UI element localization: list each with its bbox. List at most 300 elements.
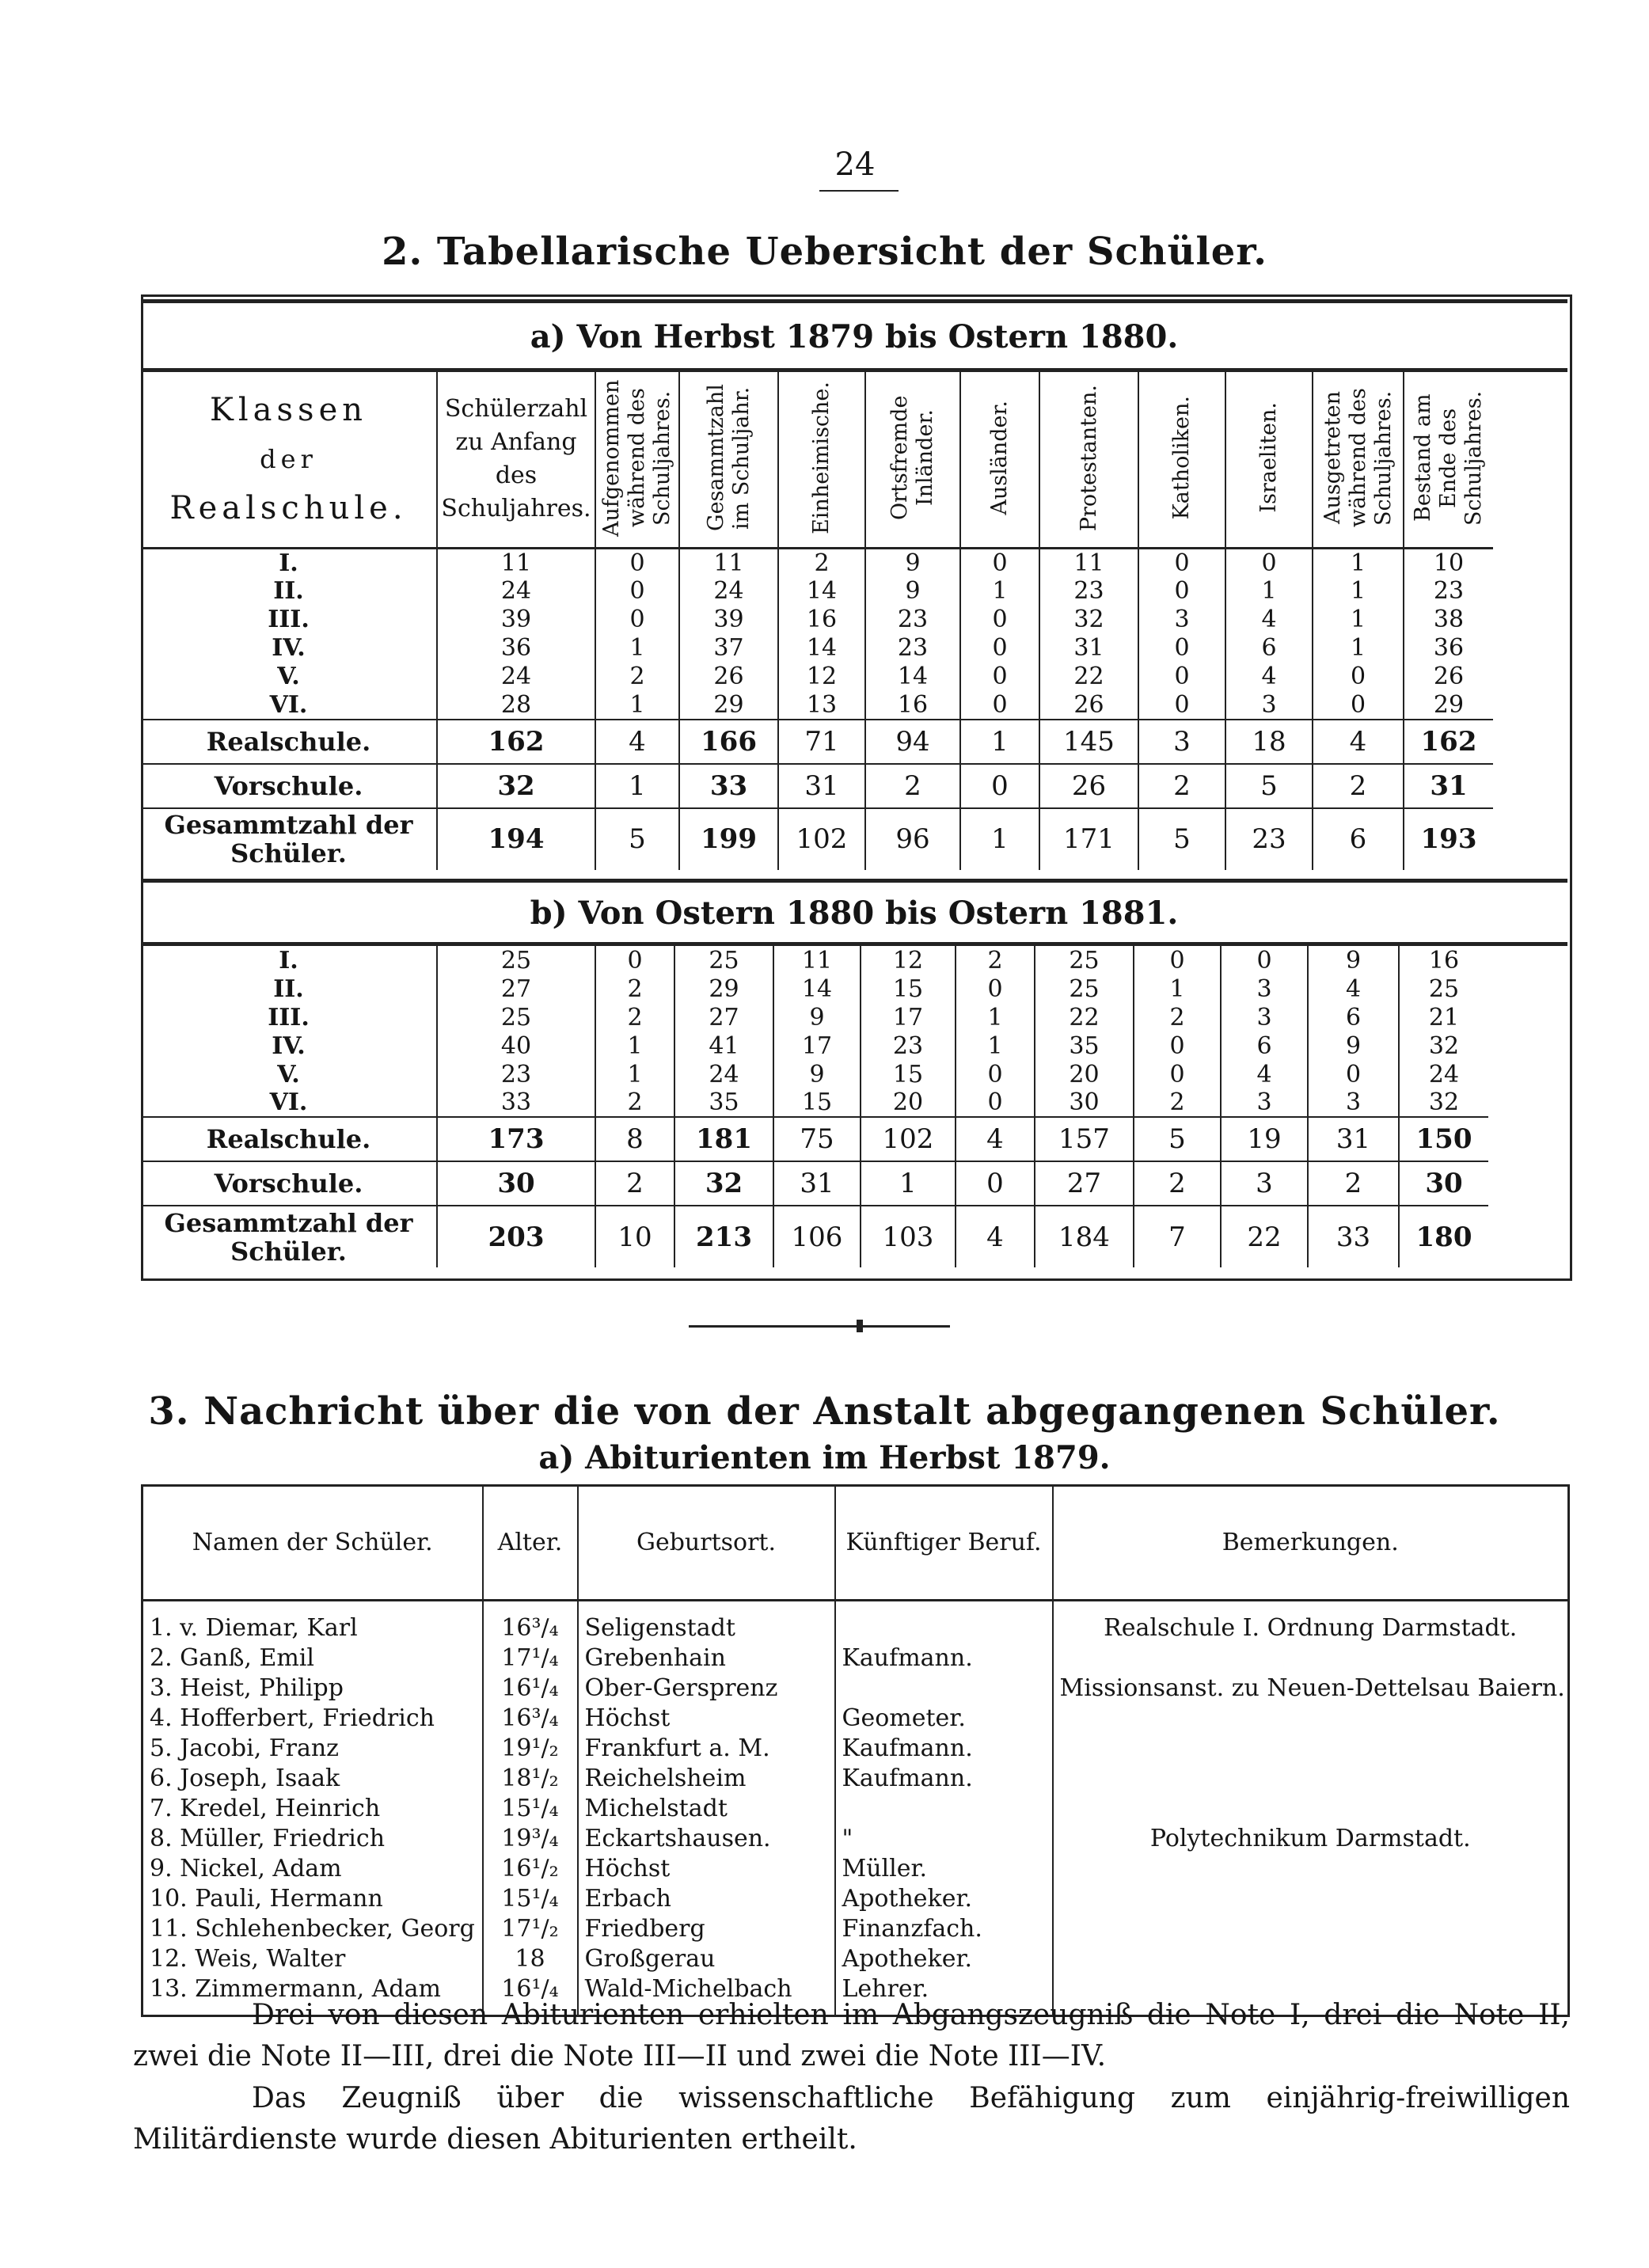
cell: 15 (773, 1088, 861, 1117)
total-cell: 10 (595, 1206, 674, 1267)
total-cell: 30 (1399, 1161, 1488, 1206)
section2-title: 2. Tabellarische Uebersicht der Schüler. (382, 230, 1267, 274)
cell: 16 (778, 606, 865, 634)
cell: 1 (1313, 634, 1404, 663)
abit-header-bemerkungen: Bemerkungen. (1053, 1486, 1569, 1601)
abit-row (142, 1763, 1569, 1793)
abit-name: 4. Hofferbert, Friedrich (142, 1703, 483, 1733)
abit-name: 12. Weis, Walter (142, 1943, 483, 1974)
abiturienten-table (141, 1484, 1570, 2017)
total-cell: 2 (595, 1161, 674, 1206)
class-label: III. (141, 606, 437, 634)
abit-bem (1053, 1853, 1569, 1883)
abit-ort: Michelstadt (578, 1793, 835, 1823)
cell: 11 (679, 548, 778, 577)
abit-alter: 16¹/₄ (483, 1974, 578, 2016)
abit-name: 3. Heist, Philipp (142, 1673, 483, 1703)
total-cell: 5 (1225, 764, 1313, 808)
abit-ort: Erbach (578, 1883, 835, 1913)
part_a-row (141, 634, 1493, 663)
cell: 38 (1433, 606, 1465, 633)
part-b-title: b) Von Ostern 1880 bis Ostern 1881. (530, 895, 1179, 932)
cell: 0 (960, 634, 1039, 663)
part-a-body (141, 548, 1493, 870)
part-b-top-rule (141, 879, 1567, 883)
total-cell: 2 (1138, 764, 1225, 808)
header-ortsfremde: Ortsfremde Inländer. (865, 372, 960, 548)
cell: 0 (1138, 577, 1225, 606)
abit-beruf (835, 1793, 1053, 1823)
cell: 24 (1428, 1060, 1460, 1088)
section-divider (689, 1325, 950, 1328)
cell: 24 (437, 577, 595, 606)
abit-ort: Frankfurt a. M. (578, 1733, 835, 1763)
cell: 1 (595, 691, 679, 720)
total-label: Vorschule. (141, 764, 437, 808)
header-aufgenommen: Aufgenommen während des Schuljahres. (595, 372, 679, 548)
abit-bem: Realschule I. Ordnung Darmstadt. (1104, 1613, 1518, 1642)
total-cell: 180 (1399, 1206, 1488, 1267)
cell: 25 (1035, 974, 1134, 1003)
total-cell: 2 (1134, 1161, 1221, 1206)
abit-beruf: Müller. (835, 1853, 1053, 1883)
paragraph-notes: Drei von diesen Abiturienten erhielten im Abgangszeugniß die Note I, drei die Note II, zwei die Note II—III, drei die Note III—II und zwei die Note III—IV. (133, 1999, 1570, 2072)
cell: 41 (674, 1031, 773, 1060)
cell: 31 (1039, 634, 1138, 663)
abit-alter: 19³/₄ (483, 1823, 578, 1853)
class-label: II. (141, 577, 437, 606)
abit-bem (1053, 1703, 1569, 1733)
total-cell: 4 (1313, 720, 1404, 764)
cell: 0 (1313, 663, 1404, 691)
part_b-row (141, 946, 1488, 974)
header-einheimische: Einheimische. (778, 372, 865, 548)
total-cell: 31 (778, 764, 865, 808)
total-cell: 3 (1138, 720, 1225, 764)
total-cell: 166 (679, 720, 778, 764)
cell: 29 (674, 974, 773, 1003)
abit-bem (1053, 1763, 1569, 1793)
class-label: VI. (141, 691, 437, 720)
total-cell: 4 (956, 1206, 1035, 1267)
abit-bem (1053, 1913, 1569, 1943)
abit-alter: 16³/₄ (483, 1601, 578, 1643)
cell: 23 (1039, 577, 1138, 606)
total-cell: 18 (1225, 720, 1313, 764)
part_b-total-row (141, 1117, 1488, 1161)
class-label: VI. (141, 1088, 437, 1117)
total-cell: 193 (1404, 808, 1493, 870)
cell: 0 (595, 577, 679, 606)
total-cell: 181 (674, 1117, 773, 1161)
total-cell: 173 (437, 1117, 595, 1161)
cell: 32 (1039, 606, 1138, 634)
abit-beruf (835, 1673, 1053, 1703)
abit-ort: Grebenhain (578, 1643, 835, 1673)
total-cell: 213 (674, 1206, 773, 1267)
cell: 1 (1134, 974, 1221, 1003)
part_a-row (141, 548, 1493, 577)
section3-title: 3. Nachricht über die von der Anstalt abgegangenen Schüler. (148, 1389, 1501, 1434)
total-cell: 4 (956, 1117, 1035, 1161)
cell: 10 (1433, 549, 1465, 577)
cell: 22 (1035, 1003, 1134, 1031)
abit-beruf: Kaufmann. (835, 1763, 1053, 1793)
cell: 2 (956, 946, 1035, 974)
abit-ort: Höchst (578, 1703, 835, 1733)
cell: 17 (861, 1003, 956, 1031)
abit-header-row (142, 1486, 1569, 1601)
header-ausgetreten: Ausgetreten während des Schuljahres. (1313, 372, 1404, 548)
abit-row (142, 1823, 1569, 1853)
cell: 25 (674, 946, 773, 974)
part-a-title: a) Von Herbst 1879 bis Ostern 1880. (530, 318, 1179, 355)
total-cell: 22 (1221, 1206, 1308, 1267)
abit-name: 13. Zimmermann, Adam (142, 1974, 483, 2016)
class-label: V. (141, 1060, 437, 1088)
total-cell: 5 (1138, 808, 1225, 870)
cell: 12 (778, 663, 865, 691)
abit-ort: Friedberg (578, 1913, 835, 1943)
abit-alter: 15¹/₄ (483, 1793, 578, 1823)
abit-header-beruf: Künftiger Beruf. (835, 1486, 1053, 1601)
total-cell: 30 (437, 1161, 595, 1206)
abit-row (142, 1643, 1569, 1673)
total-cell: 27 (1035, 1161, 1134, 1206)
abit-bem (1053, 1883, 1569, 1913)
header-klassen-3: Realschule. (169, 490, 408, 527)
cell: 25 (437, 946, 595, 974)
part_b-row (141, 1060, 1488, 1088)
abit-ort: Höchst (578, 1853, 835, 1883)
total-cell: 71 (778, 720, 865, 764)
cell: 14 (865, 663, 960, 691)
class-label: I. (141, 548, 437, 577)
total-cell: 0 (956, 1161, 1035, 1206)
cell: 24 (674, 1060, 773, 1088)
cell: 0 (1134, 946, 1221, 974)
cell: 27 (437, 974, 595, 1003)
header-gesammtzahl: Gesammtzahl im Schuljahr. (679, 372, 778, 548)
cell: 29 (679, 691, 778, 720)
cell: 2 (778, 548, 865, 577)
cell: 4 (1225, 663, 1313, 691)
cell: 36 (1433, 634, 1465, 662)
total-cell: 26 (1039, 764, 1138, 808)
total-cell: 31 (1404, 764, 1493, 808)
part_a-row (141, 577, 1493, 606)
abit-alter: 18¹/₂ (483, 1763, 578, 1793)
abit-beruf: Lehrer. (835, 1974, 1053, 2016)
cell: 0 (956, 974, 1035, 1003)
cell: 3 (1221, 1003, 1308, 1031)
total-cell: 2 (865, 764, 960, 808)
cell: 1 (960, 577, 1039, 606)
cell: 0 (1138, 663, 1225, 691)
cell: 1 (956, 1003, 1035, 1031)
part_b-total-row (141, 1161, 1488, 1206)
cell: 0 (1138, 634, 1225, 663)
stats-top-bar (141, 299, 1567, 303)
cell: 2 (595, 1088, 674, 1117)
abit-name: 10. Pauli, Hermann (142, 1883, 483, 1913)
abit-name: 5. Jacobi, Franz (142, 1733, 483, 1763)
abit-bem (1053, 1733, 1569, 1763)
cell: 0 (595, 606, 679, 634)
class-label: II. (141, 974, 437, 1003)
cell: 26 (679, 663, 778, 691)
part-b-body (141, 946, 1488, 1267)
cell: 39 (437, 606, 595, 634)
abit-row (142, 1883, 1569, 1913)
abit-row (142, 1703, 1569, 1733)
cell: 1 (595, 1031, 674, 1060)
section3-subtitle: a) Abiturienten im Herbst 1879. (538, 1439, 1111, 1476)
total-cell: 102 (778, 808, 865, 870)
stats-table-b (141, 946, 1488, 1267)
cell: 28 (437, 691, 595, 720)
section-divider-mark (857, 1320, 863, 1332)
cell: 0 (960, 691, 1039, 720)
class-label: V. (141, 663, 437, 691)
cell: 29 (1433, 690, 1465, 719)
cell: 23 (861, 1031, 956, 1060)
abit-row (142, 1733, 1569, 1763)
cell: 1 (1313, 577, 1404, 606)
cell: 0 (1138, 691, 1225, 720)
cell: 1 (1313, 548, 1404, 577)
cell: 25 (1035, 946, 1134, 974)
total-cell: 1 (861, 1161, 956, 1206)
cell: 14 (778, 577, 865, 606)
abit-header-name: Namen der Schüler. (142, 1486, 483, 1601)
cell: 3 (1221, 974, 1308, 1003)
total-cell: 7 (1134, 1206, 1221, 1267)
abit-beruf: Geometer. (835, 1703, 1053, 1733)
cell: 1 (1225, 577, 1313, 606)
cell: 30 (1035, 1088, 1134, 1117)
cell: 3 (1138, 606, 1225, 634)
cell: 20 (1035, 1060, 1134, 1088)
cell: 32 (1428, 1088, 1460, 1116)
cell: 2 (595, 1003, 674, 1031)
cell: 23 (865, 634, 960, 663)
abit-row (142, 1793, 1569, 1823)
cell: 4 (1221, 1060, 1308, 1088)
part_b-row (141, 974, 1488, 1003)
cell: 0 (1138, 548, 1225, 577)
cell: 1 (956, 1031, 1035, 1060)
cell: 14 (773, 974, 861, 1003)
total-cell: 1 (960, 808, 1039, 870)
cell: 40 (437, 1031, 595, 1060)
cell: 2 (1134, 1003, 1221, 1031)
cell: 9 (773, 1003, 861, 1031)
abit-alter: 19¹/₂ (483, 1733, 578, 1763)
abit-ort: Wald-Michelbach (578, 1974, 835, 2016)
abit-ort: Ober-Gersprenz (578, 1673, 835, 1703)
cell: 23 (865, 606, 960, 634)
header-row (141, 372, 1493, 548)
class-label: I. (141, 946, 437, 974)
abit-alter: 16¹/₂ (483, 1853, 578, 1883)
total-cell: 31 (1308, 1117, 1399, 1161)
cell: 9 (865, 577, 960, 606)
cell: 25 (1428, 974, 1460, 1003)
cell: 3 (1308, 1088, 1399, 1117)
abit-name: 11. Schlehenbecker, Georg (142, 1913, 483, 1943)
cell: 24 (437, 663, 595, 691)
part_b-total-row (141, 1206, 1488, 1267)
abit-bem: Missionsanst. zu Neuen-Dettelsau Baiern. (1059, 1673, 1565, 1702)
cell: 27 (674, 1003, 773, 1031)
cell: 22 (1039, 663, 1138, 691)
abit-alter: 18 (483, 1943, 578, 1974)
total-cell: 4 (595, 720, 679, 764)
abit-alter: 17¹/₂ (483, 1913, 578, 1943)
abit-name: 9. Nickel, Adam (142, 1853, 483, 1883)
cell: 16 (1428, 946, 1460, 974)
abit-name: 6. Joseph, Isaak (142, 1763, 483, 1793)
cell: 0 (1313, 691, 1404, 720)
abit-ort: Seligenstadt (578, 1601, 835, 1643)
abit-name: 7. Kredel, Heinrich (142, 1793, 483, 1823)
cell: 0 (960, 548, 1039, 577)
cell: 11 (437, 548, 595, 577)
abit-row (142, 1943, 1569, 1974)
cell: 2 (1134, 1088, 1221, 1117)
total-cell: 2 (1308, 1161, 1399, 1206)
abit-ort: Reichelsheim (578, 1763, 835, 1793)
class-label: III. (141, 1003, 437, 1031)
abit-beruf: Finanzfach. (835, 1913, 1053, 1943)
total-cell: 1 (960, 720, 1039, 764)
header-klassen-2: der (260, 444, 317, 475)
total-label: Realschule. (141, 1117, 437, 1161)
total-cell: 184 (1035, 1206, 1134, 1267)
total-cell: 157 (1035, 1117, 1134, 1161)
header-israeliten: Israeliten. (1225, 372, 1313, 548)
class-label: IV. (141, 1031, 437, 1060)
cell: 15 (861, 1060, 956, 1088)
total-cell: 19 (1221, 1117, 1308, 1161)
cell: 6 (1225, 634, 1313, 663)
total-cell: 23 (1225, 808, 1313, 870)
cell: 17 (773, 1031, 861, 1060)
total-cell: 6 (1313, 808, 1404, 870)
total-cell: 33 (1308, 1206, 1399, 1267)
cell: 11 (1039, 548, 1138, 577)
total-cell: 94 (865, 720, 960, 764)
total-cell: 5 (595, 808, 679, 870)
cell: 35 (674, 1088, 773, 1117)
part_a-total-row (141, 764, 1493, 808)
part_b-row (141, 1031, 1488, 1060)
total-cell: 75 (773, 1117, 861, 1161)
abit-bem (1053, 1943, 1569, 1974)
total-cell: 5 (1134, 1117, 1221, 1161)
total-cell: 171 (1039, 808, 1138, 870)
cell: 2 (595, 663, 679, 691)
abit-row (142, 1673, 1569, 1703)
total-cell: 33 (679, 764, 778, 808)
abit-alter: 16³/₄ (483, 1703, 578, 1733)
cell: 16 (865, 691, 960, 720)
total-cell: 106 (773, 1206, 861, 1267)
abit-row (142, 1601, 1569, 1643)
cell: 21 (1428, 1003, 1460, 1031)
cell: 13 (778, 691, 865, 720)
total-label: Gesammtzahl der Schüler. (141, 1206, 437, 1267)
header-klassen (141, 372, 437, 548)
abit-alter: 16¹/₄ (483, 1673, 578, 1703)
abit-bem: Polytechnikum Darmstadt. (1149, 1824, 1471, 1852)
cell: 14 (778, 634, 865, 663)
total-cell: 2 (1313, 764, 1404, 808)
part_a-total-row (141, 808, 1493, 870)
paragraph-zeugnis: Das Zeugniß über die wissenschaftliche Befähigung zum einjährig-freiwilligen Militärdienste wurde diesen Abiturienten ertheilt. (133, 2082, 1570, 2156)
cell: 24 (679, 577, 778, 606)
cell: 39 (679, 606, 778, 634)
class-label: IV. (141, 634, 437, 663)
cell: 1 (1313, 606, 1404, 634)
cell: 9 (1308, 1031, 1399, 1060)
cell: 2 (595, 974, 674, 1003)
cell: 9 (1308, 946, 1399, 974)
abit-row (142, 1913, 1569, 1943)
abit-bem (1053, 1793, 1569, 1823)
header-bestand: Bestand am Ende des Schuljahres. (1404, 372, 1493, 548)
abit-beruf: " (835, 1823, 1053, 1853)
cell: 0 (1225, 548, 1313, 577)
cell: 26 (1039, 691, 1138, 720)
part_a-row (141, 691, 1493, 720)
abit-alter: 15¹/₄ (483, 1883, 578, 1913)
cell: 0 (956, 1088, 1035, 1117)
total-cell: 194 (437, 808, 595, 870)
total-cell: 31 (773, 1161, 861, 1206)
cell: 0 (595, 946, 674, 974)
abit-row (142, 1853, 1569, 1883)
page-number-rule (819, 190, 899, 192)
cell: 4 (1225, 606, 1313, 634)
cell: 0 (595, 548, 679, 577)
cell: 9 (865, 548, 960, 577)
cell: 3 (1221, 1088, 1308, 1117)
total-cell: 32 (437, 764, 595, 808)
stats-table-a (141, 372, 1493, 870)
total-cell: 162 (437, 720, 595, 764)
abit-ort: Großgerau (578, 1943, 835, 1974)
abit-beruf: Kaufmann. (835, 1643, 1053, 1673)
total-label: Gesammtzahl der Schüler. (141, 808, 437, 870)
cell: 11 (773, 946, 861, 974)
total-cell: 150 (1399, 1117, 1488, 1161)
total-cell: 3 (1221, 1161, 1308, 1206)
cell: 0 (960, 606, 1039, 634)
header-klassen-1: Klassen (209, 392, 367, 429)
header-auslaender: Ausländer. (960, 372, 1039, 548)
cell: 4 (1308, 974, 1399, 1003)
abit-header-ort: Geburtsort. (578, 1486, 835, 1601)
total-cell: 199 (679, 808, 778, 870)
abit-ort: Eckartshausen. (578, 1823, 835, 1853)
cell: 9 (773, 1060, 861, 1088)
cell: 26 (1433, 663, 1465, 690)
part_b-row (141, 1088, 1488, 1117)
header-katholiken: Katholiken. (1138, 372, 1225, 548)
abit-name: 2. Ganß, Emil (142, 1643, 483, 1673)
